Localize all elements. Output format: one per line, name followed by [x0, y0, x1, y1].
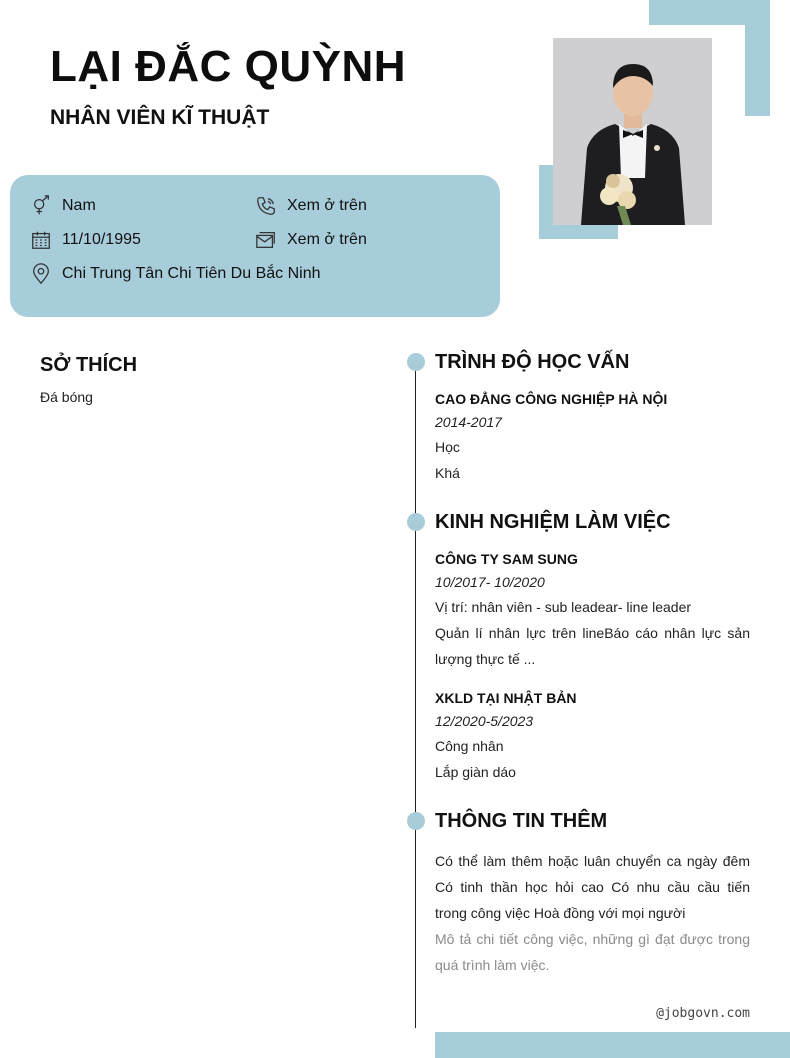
gender-row [30, 192, 96, 220]
job-period: 12/2020-5/2023 [435, 713, 534, 729]
company-name: XKLD TẠI NHẬT BẢN [435, 690, 577, 706]
additional-info-heading: THÔNG TIN THÊM [435, 810, 608, 832]
location-pin-icon [30, 263, 52, 285]
school-name: CAO ĐẲNG CÔNG NGHIỆP HÀ NỘI [435, 391, 668, 407]
job-title: NHÂN VIÊN KĨ THUẬT [50, 106, 270, 129]
additional-timeline-dot [407, 812, 425, 830]
gender-value: Nam [62, 197, 96, 214]
job-position: Công nhân [435, 738, 504, 754]
birthday-value: 11/10/1995 [62, 231, 141, 248]
address-row [30, 260, 321, 288]
experience-heading: KINH NGHIỆM LÀM VIỆC [435, 511, 671, 533]
education-grade: Khá [435, 465, 460, 481]
gender-icon [30, 195, 52, 217]
phone-row [255, 192, 367, 220]
education-entry [435, 389, 750, 486]
additional-info-block [435, 848, 750, 978]
company-name: CÔNG TY SAM SUNG [435, 551, 578, 567]
email-value: Xem ở trên [287, 231, 367, 248]
hobbies-heading: SỞ THÍCH [40, 354, 138, 376]
phone-icon [255, 195, 277, 217]
experience-entry-2 [435, 688, 750, 785]
hobbies-text: Đá bóng [40, 389, 93, 405]
experience-entry-1 [435, 549, 750, 672]
job-description: Quản lí nhân lực trên lineBáo cáo nhân lực sản lượng thực tế ... [435, 625, 750, 667]
additional-info-text: Có thể làm thêm hoặc luân chuyển ca ngày đêm Có tinh thần học hỏi cao Có nhu cầu cầu tiến trong công việc Hoà đồng với mọi người [435, 853, 750, 921]
calendar-icon [30, 229, 52, 251]
email-icon [255, 229, 277, 251]
timeline-line [415, 357, 416, 1028]
education-heading: TRÌNH ĐỘ HỌC VẤN [435, 351, 630, 373]
phone-value: Xem ở trên [287, 197, 367, 214]
contact-info-card [10, 175, 500, 317]
education-period: 2014-2017 [435, 414, 502, 430]
education-major: Học [435, 439, 460, 455]
email-row [255, 226, 367, 254]
watermark: @jobgovn.com [656, 1006, 750, 1021]
additional-info-placeholder: Mô tả chi tiết công việc, những gì đạt được trong quá trình làm việc. [435, 931, 750, 973]
address-value: Chi Trung Tân Chi Tiên Du Bắc Ninh [62, 265, 321, 282]
profile-photo [553, 38, 712, 225]
birthday-row [30, 226, 141, 254]
education-timeline-dot [407, 353, 425, 371]
right-accent-bar [745, 0, 770, 116]
experience-timeline-dot [407, 513, 425, 531]
job-description: Lắp giàn dáo [435, 764, 516, 780]
job-period: 10/2017- 10/2020 [435, 574, 545, 590]
job-position: Vị trí: nhân viên - sub leadear- line leader [435, 599, 692, 615]
bottom-accent-bar [435, 1032, 790, 1058]
candidate-name: LẠI ĐẮC QUỲNH [50, 42, 407, 91]
